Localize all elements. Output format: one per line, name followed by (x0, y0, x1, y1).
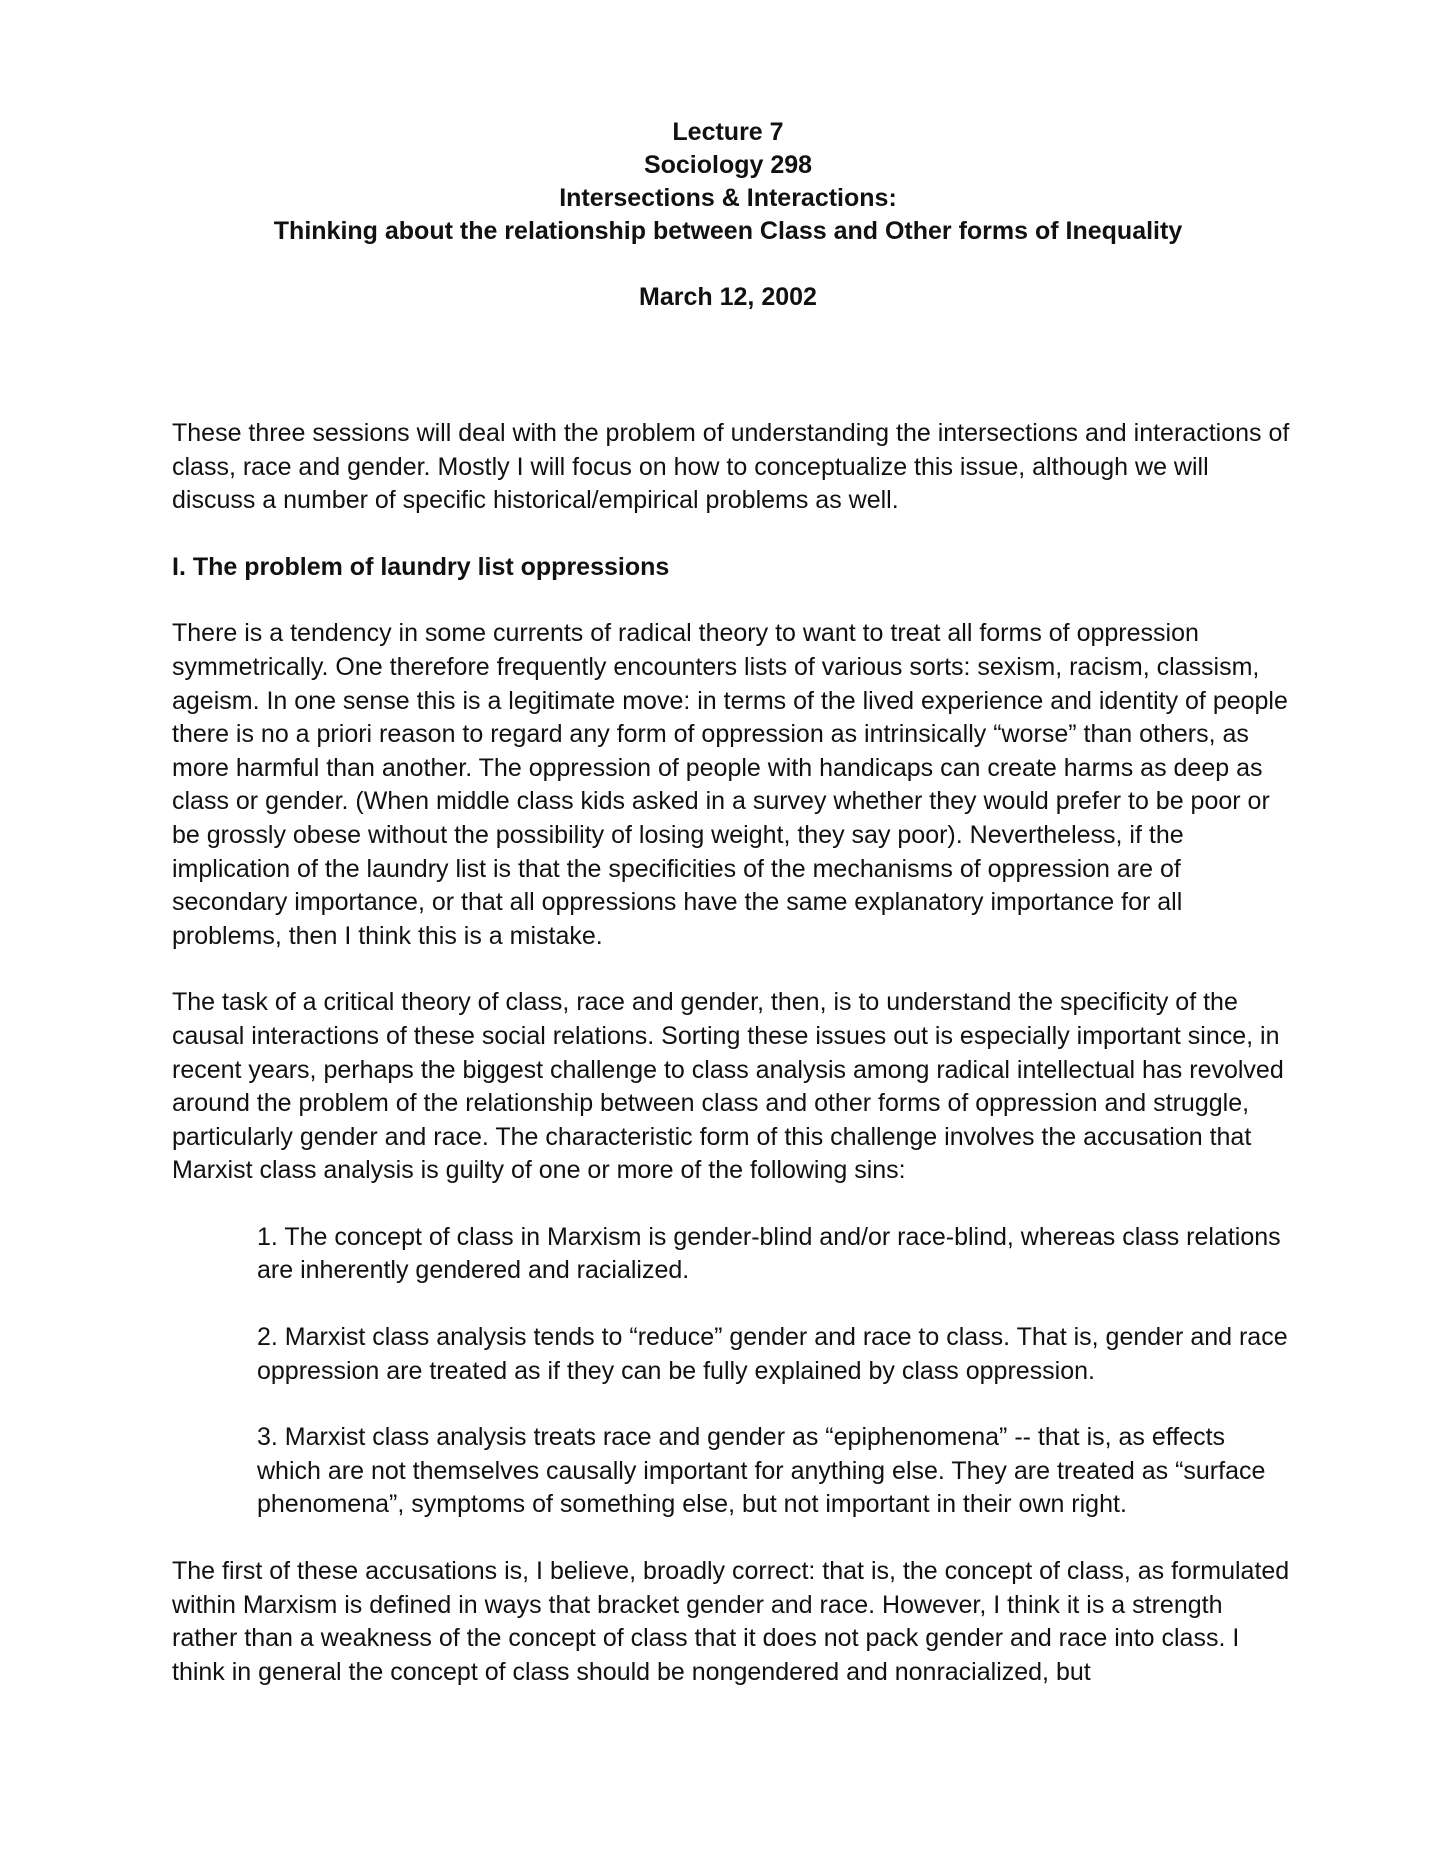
course-title: Sociology 298 (643, 151, 813, 179)
document-body (172, 417, 1292, 1722)
lecture-number: Lecture 7 (672, 118, 784, 146)
lecture-date: March 12, 2002 (639, 283, 817, 311)
paragraph-laundry-list: There is a tendency in some currents of radical theory to want to treat all forms of oppression symmetrically. One therefore frequently encounters lists of various sorts: sexism, racism, classism, ageism. In one sense this is a legitimate move: in terms of the lived experience and identity of people there is no a priori reason to regard any form of oppression as intrinsically “worse” than others, as more harmful than another. The oppression of people with handicaps can create harms as deep as class or gender. (When middle class kids asked in a survey whether they would prefer to be poor or be grossly obese without the possibility of losing weight, they say poor). Nevertheless, if the implication of the laundry list is that the specificities of the mechanisms of oppression are of secondary importance, or that all oppressions have the same explanatory importance for all problems, then I think this is a mistake. (172, 619, 1288, 950)
section-heading: I. The problem of laundry list oppressions (172, 552, 670, 581)
paragraph-critical-theory: The task of a critical theory of class, race and gender, then, is to understand the specificity of the causal interactions of these social relations. Sorting these issues out is especially important since, in recent years, perhaps the biggest challenge to class analysis among radical intellectual has revolved around the problem of the relationship between class and other forms of oppression and struggle, particularly gender and race. The characteristic form of this challenge involves the accusation that Marxist class analysis is guilty of one or more of the following sins: (172, 988, 1284, 1185)
list-item-1: 1. The concept of class in Marxism is gender-blind and/or race-blind, whereas class relations are inherently gendered and racialized. (257, 1222, 1281, 1285)
intro-paragraph: These three sessions will deal with the problem of understanding the intersections and interactions of class, race and gender. Mostly I will focus on how to conceptualize this issue, although we will discuss a number of specific historical/empirical problems as well. (172, 419, 1290, 515)
document-header (0, 116, 1456, 314)
paragraph-first-accusation: The first of these accusations is, I believe, broadly correct: that is, the concept of class, as formulated within Marxism is defined in ways that bracket gender and race. However, I think it is a strength rather than a weakness of the concept of class that it does not pack gender and race into class. I think in general the concept of class should be nongendered and nonracialized, but (172, 1557, 1290, 1686)
lecture-subtitle: Thinking about the relationship between Class and Other forms of Inequality (273, 217, 1183, 245)
lecture-title: Intersections & Interactions: (559, 184, 897, 212)
list-item-2: 2. Marxist class analysis tends to “reduce” gender and race to class. That is, gender and race oppression are treated as if they can be fully explained by class oppression. (257, 1323, 1288, 1385)
list-item-3: 3. Marxist class analysis treats race and gender as “epiphenomena” -- that is, as effects which are not themselves causally important for anything else. They are treated as “surface phenomena”, symptoms of something else, but not important in their own right. (257, 1423, 1266, 1519)
